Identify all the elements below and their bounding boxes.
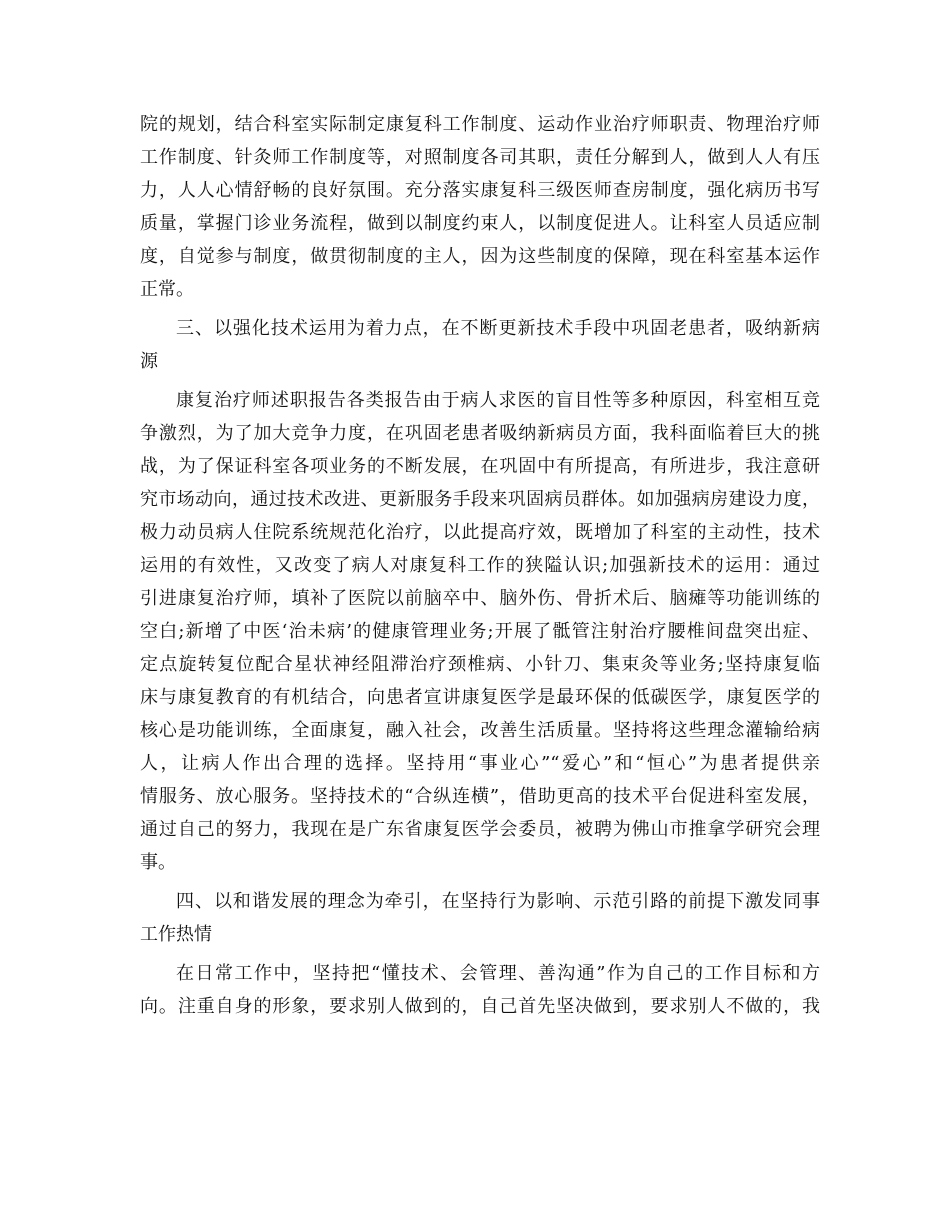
text-line: 人，让病人作出合理的选择。坚持用“事业心”“爱心”和“恒心”为患者提供亲 xyxy=(140,753,820,774)
text-line: 通过自己的努力，我现在是广东省康复医学会委员，被聘为佛山市推拿学研究会理 xyxy=(140,819,820,840)
text-line: 定点旋转复位配合星状神经阻滞治疗颈椎病、小针刀、集束灸等业务;坚持康复临 xyxy=(140,654,820,675)
text-line: 床与康复教育的有机结合，向患者宣讲康复医学是最环保的低碳医学，康复医学的 xyxy=(140,687,820,708)
text-line: 源 xyxy=(140,351,158,372)
text-line: 争激烈，为了加大竞争力度，在巩固老患者吸纳新病员方面，我科面临着巨大的挑 xyxy=(140,423,820,444)
text-line: 在日常工作中，坚持把“懂技术、会管理、善沟通”作为自己的工作目标和方 xyxy=(176,963,820,984)
text-line: 空白;新增了中医‘治未病’的健康管理业务;开展了骶管注射治疗腰椎间盘突出症、 xyxy=(140,621,820,642)
text-line: 战，为了保证科室各项业务的不断发展，在巩固中有所提高，有所进步，我注意研 xyxy=(140,456,820,477)
text-line: 情服务、放心服务。坚持技术的“合纵连横”，借助更高的技术平台促进科室发展， xyxy=(140,786,820,807)
text-line: 运用的有效性，又改变了病人对康复科工作的狭隘认识;加强新技术的运用：通过 xyxy=(140,555,820,576)
text-line: 院的规划，结合科室实际制定康复科工作制度、运动作业治疗师职责、物理治疗师 xyxy=(140,114,820,135)
text-line: 正常。 xyxy=(140,279,194,300)
text-line: 向。注重自身的形象，要求别人做到的，自己首先坚决做到，要求别人不做的，我 xyxy=(140,996,820,1017)
text-line: 工作热情 xyxy=(140,924,212,945)
text-line: 质量，掌握门诊业务流程，做到以制度约束人，以制度促进人。让科室人员适应制 xyxy=(140,213,820,234)
text-line: 四、以和谐发展的理念为牵引，在坚持行为影响、示范引路的前提下激发同事 xyxy=(176,891,820,912)
text-line: 度，自觉参与制度，做贯彻制度的主人，因为这些制度的保障，现在科室基本运作 xyxy=(140,246,820,267)
text-line: 引进康复治疗师，填补了医院以前脑卒中、脑外伤、骨折术后、脑瘫等功能训练的 xyxy=(140,588,820,609)
text-line: 康复治疗师述职报告各类报告由于病人求医的盲目性等多种原因，科室相互竞 xyxy=(176,390,820,411)
text-line: 力，人人心情舒畅的良好氛围。充分落实康复科三级医师查房制度，强化病历书写 xyxy=(140,180,820,201)
text-line: 核心是功能训练，全面康复，融入社会，改善生活质量。坚持将这些理念灌输给病 xyxy=(140,720,820,741)
text-line: 极力动员病人住院系统规范化治疗，以此提高疗效，既增加了科室的主动性，技术 xyxy=(140,522,820,543)
text-line: 工作制度、针灸师工作制度等，对照制度各司其职，责任分解到人，做到人人有压 xyxy=(140,147,820,168)
text-line: 三、以强化技术运用为着力点，在不断更新技术手段中巩固老患者，吸纳新病 xyxy=(176,318,820,339)
text-line: 究市场动向，通过技术改进、更新服务手段来巩固病员群体。如加强病房建设力度， xyxy=(140,489,820,510)
text-line: 事。 xyxy=(140,852,176,873)
